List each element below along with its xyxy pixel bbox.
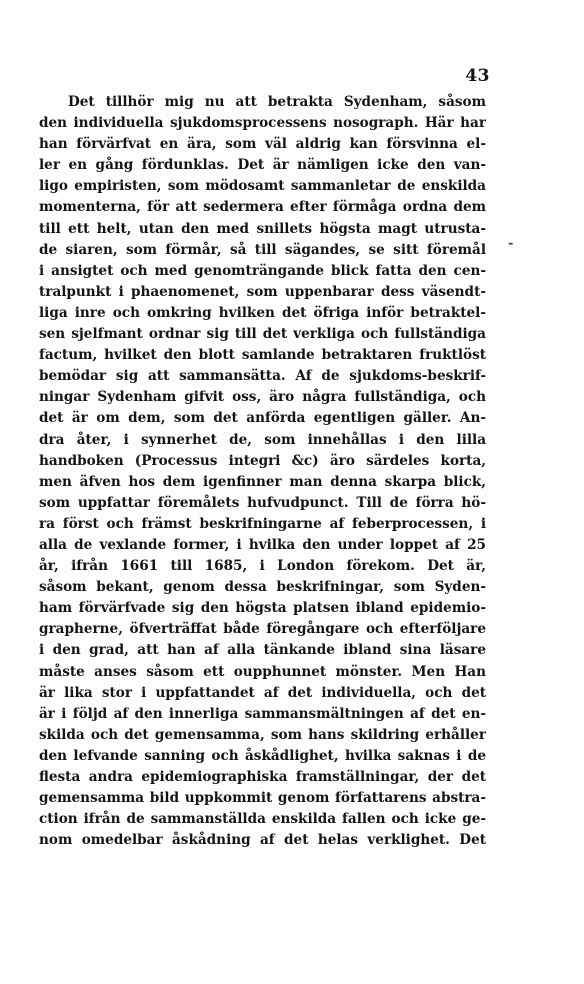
text-line: ningar Sydenham gifvit oss, äro några fullständiga, och	[39, 389, 486, 406]
text-line: han förvärfvat en ära, som väl aldrig kan försvinna el-	[39, 136, 486, 153]
text-line: måste anses såsom ett oupphunnet mönster. Men Han	[39, 663, 486, 680]
text-line: liga inre och omkring hvilken det öfriga inför betraktel-	[39, 304, 486, 321]
text-line: i ansigtet och med genomträngande blick fatta den cen-	[39, 262, 486, 279]
text-line: men äfven hos dem igenfinner man denna skarpa blick,	[39, 473, 486, 490]
text-line: ligo empiristen, som mödosamt sammanletar de enskilda	[39, 178, 486, 195]
text-line: tralpunkt i phaenomenet, som uppenbarar dess väsendt-	[39, 283, 486, 300]
text-line: Det tillhör mig nu att betrakta Sydenham, såsom	[68, 94, 486, 110]
text-line: det är om dem, som det anförda egentligen gäller. An-	[39, 410, 486, 427]
text-line: i den grad, att han af alla tänkande ibland sina läsare	[39, 642, 486, 659]
text-line: skilda och det gemensamma, som hans skildring erhåller	[39, 726, 486, 743]
text-line: ler en gång fördunklas. Det är nämligen icke den van-	[39, 157, 486, 174]
text-line: nom omedelbar åskådning af det helas verklighet. Det	[39, 832, 486, 849]
text-line: den lefvande sanning och åskådlighet, hvilka saknas i de	[39, 747, 486, 764]
text-line: som uppfattar föremålets hufvudpunct. Till de förra hö-	[39, 494, 486, 511]
text-line: bemödar sig att sammansätta. Af de sjukdoms-beskrif-	[39, 368, 486, 385]
text-line: handboken (Processus integri &c) äro särdeles korta,	[39, 452, 486, 469]
text-line: ham förvärfvade sig den högsta platsen ibland epidemio-	[39, 600, 486, 617]
text-line: factum, hvilket den blott samlande betraktaren fruktlöst	[39, 347, 486, 364]
text-line: grapherne, öfverträffat både föregångare och efterföljare	[39, 621, 486, 638]
page-number: 43	[465, 66, 490, 86]
text-line: är lika stor i uppfattandet af det individuella, och det	[39, 684, 486, 701]
text-line: de siaren, som förmår, så till sägandes, se sitt föremål	[39, 241, 486, 258]
text-line: flesta andra epidemiographiska framställningar, der det	[39, 769, 486, 785]
text-line: till ett helt, utan den med snillets högsta magt utrusta-	[39, 220, 486, 237]
text-line: såsom bekant, genom dessa beskrifningar, som Syden-	[39, 579, 486, 596]
text-line: ction ifrån de sammanställda enskilda fallen och icke ge-	[39, 811, 486, 828]
text-line: momenterna, för att sedermera efter förmåga ordna dem	[39, 199, 486, 216]
text-line: alla de vexlande former, i hvilka den under loppet af 25	[39, 536, 486, 553]
margin-mark: -	[508, 236, 514, 251]
text-line: sen sjelfmant ordnar sig till det verkliga och fullständiga	[39, 326, 486, 343]
text-line: är i följd af den innerliga sammansmältningen af det en-	[39, 705, 486, 722]
text-line: år, ifrån 1661 till 1685, i London förekom. Det är,	[39, 558, 486, 575]
text-line: dra åter, i synnerhet de, som innehållas i den lilla	[39, 431, 486, 448]
text-line: gemensamma bild uppkommit genom författarens abstra-	[39, 790, 486, 807]
text-line: den individuella sjukdomsprocessens nosograph. Här har	[39, 115, 486, 132]
text-line: ra först och främst beskrifningarne af feberprocessen, i	[39, 515, 486, 532]
body-text	[39, 92, 486, 851]
